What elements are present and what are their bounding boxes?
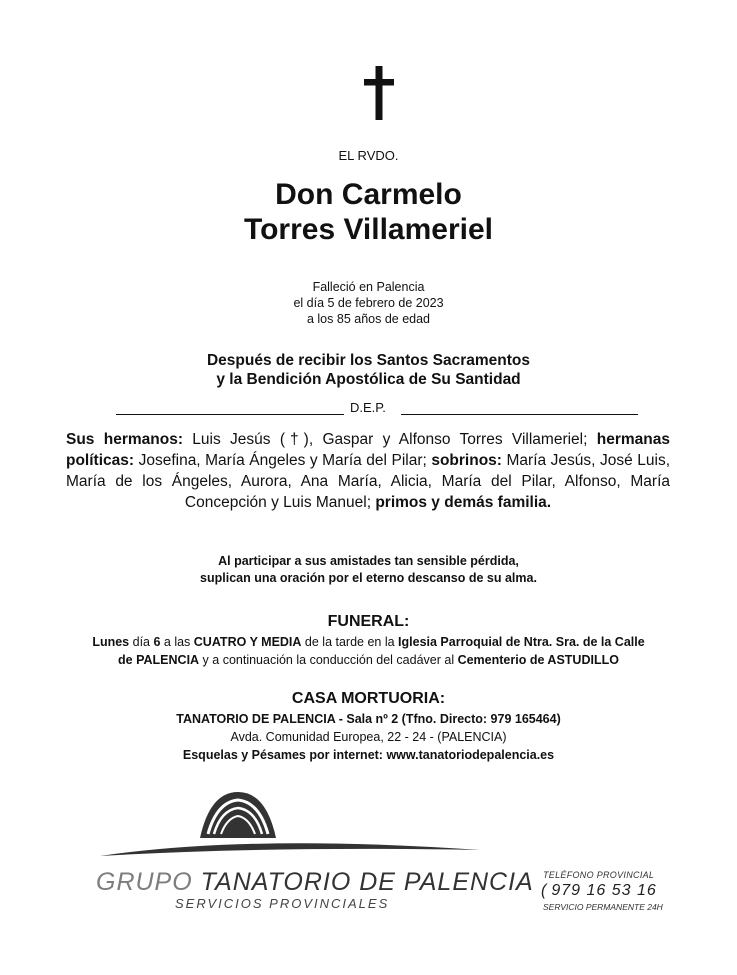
sacraments-text (0, 351, 737, 389)
casa-mortuoria-heading: CASA MORTUORIA: (291, 690, 446, 707)
brand-subtitle: SERVICIOS PROVINCIALES (175, 896, 390, 911)
phone-number: 979 16 53 16 (551, 882, 657, 899)
dep-text: D.E.P. (350, 400, 386, 415)
funeral-line2 (0, 651, 737, 669)
funeral-text: y a continuación la conducción del cadáver al (199, 653, 458, 667)
clergy-title: EL RVDO. (338, 148, 399, 163)
phone-number-block (541, 882, 657, 900)
sacraments-line1: Después de recibir los Santos Sacramentos (206, 352, 531, 369)
divider-line-left (116, 414, 344, 415)
participation-text (0, 553, 737, 587)
death-place: Falleció en Palencia (312, 280, 425, 294)
family-list (66, 429, 670, 513)
participation-line1: Al participar a sus amistades tan sensible pérdida, (218, 554, 519, 568)
deceased-name (0, 177, 737, 247)
phone-label: TELÉFONO PROVINCIAL (543, 870, 655, 880)
phone-icon: ( (541, 882, 548, 899)
permanent-service: SERVICIO PERMANENTE 24H (543, 902, 663, 912)
casa-website: Esquelas y Pésames por internet: www.tanatoriodepalencia.es (182, 748, 555, 762)
brand-group: GRUPO (96, 868, 201, 896)
death-age: a los 85 años de edad (306, 312, 431, 326)
funeral-details (0, 633, 737, 669)
funeral-church: Iglesia Parroquial de Ntra. Sra. de la Calle (398, 635, 645, 649)
funeral-text: a las (160, 635, 194, 649)
tanatorio-logo-icon (100, 788, 480, 858)
casa-mortuoria-details (0, 710, 737, 764)
funeral-date: 6 (153, 635, 161, 649)
funeral-time: CUATRO Y MEDIA (193, 635, 302, 649)
sacraments-line2: y la Bendición Apostólica de Su Santidad (216, 371, 521, 388)
nephews-label: sobrinos: (431, 452, 502, 469)
funeral-day: Lunes (92, 635, 130, 649)
funeral-cemetery: Cementerio de ASTUDILLO (457, 653, 619, 667)
deceased-name-line1: Don Carmelo (275, 178, 462, 211)
funeral-text: de la tarde en la (301, 635, 399, 649)
sisters-in-law-names: Josefina, María Ángeles y María del Pilar; (134, 452, 432, 469)
funeral-line1 (0, 633, 737, 651)
funeral-heading: FUNERAL: (327, 613, 410, 630)
divider-line-right (401, 414, 638, 415)
brothers-label: Sus hermanos: (66, 431, 183, 448)
brothers-names: Luis Jesús (†), Gaspar y Alfonso Torres Villameriel; (182, 431, 597, 448)
dep-divider (116, 399, 638, 419)
death-date: el día 5 de febrero de 2023 (293, 296, 444, 310)
casa-address: Avda. Comunidad Europea, 22 - 24 - (PALENCIA) (230, 730, 507, 744)
participation-line2: suplican una oración por el eterno descanso de su alma. (200, 571, 537, 585)
sisters-in-law-label: hermanas políticas: (66, 431, 670, 469)
cross-icon (364, 66, 394, 120)
cousins-label: primos y demás familia. (375, 494, 552, 511)
brand-tanatorio: TANATORIO DE PALENCIA (200, 868, 534, 896)
funeral-city: de PALENCIA (118, 653, 200, 667)
brand-name (96, 868, 534, 897)
casa-tanatorio: TANATORIO DE PALENCIA - Sala nº 2 (Tfno. Directo: 979 165464) (176, 712, 561, 726)
funeral-text: día (129, 635, 154, 649)
death-info (0, 279, 737, 327)
nephews-names: María Jesús, José Luis, María de los Ángeles, Aurora, Ana María, Alicia, María del Pilar, Alfonso, María Concepción y Luis Manuel; (66, 452, 670, 511)
deceased-name-line2: Torres Villameriel (243, 213, 494, 246)
